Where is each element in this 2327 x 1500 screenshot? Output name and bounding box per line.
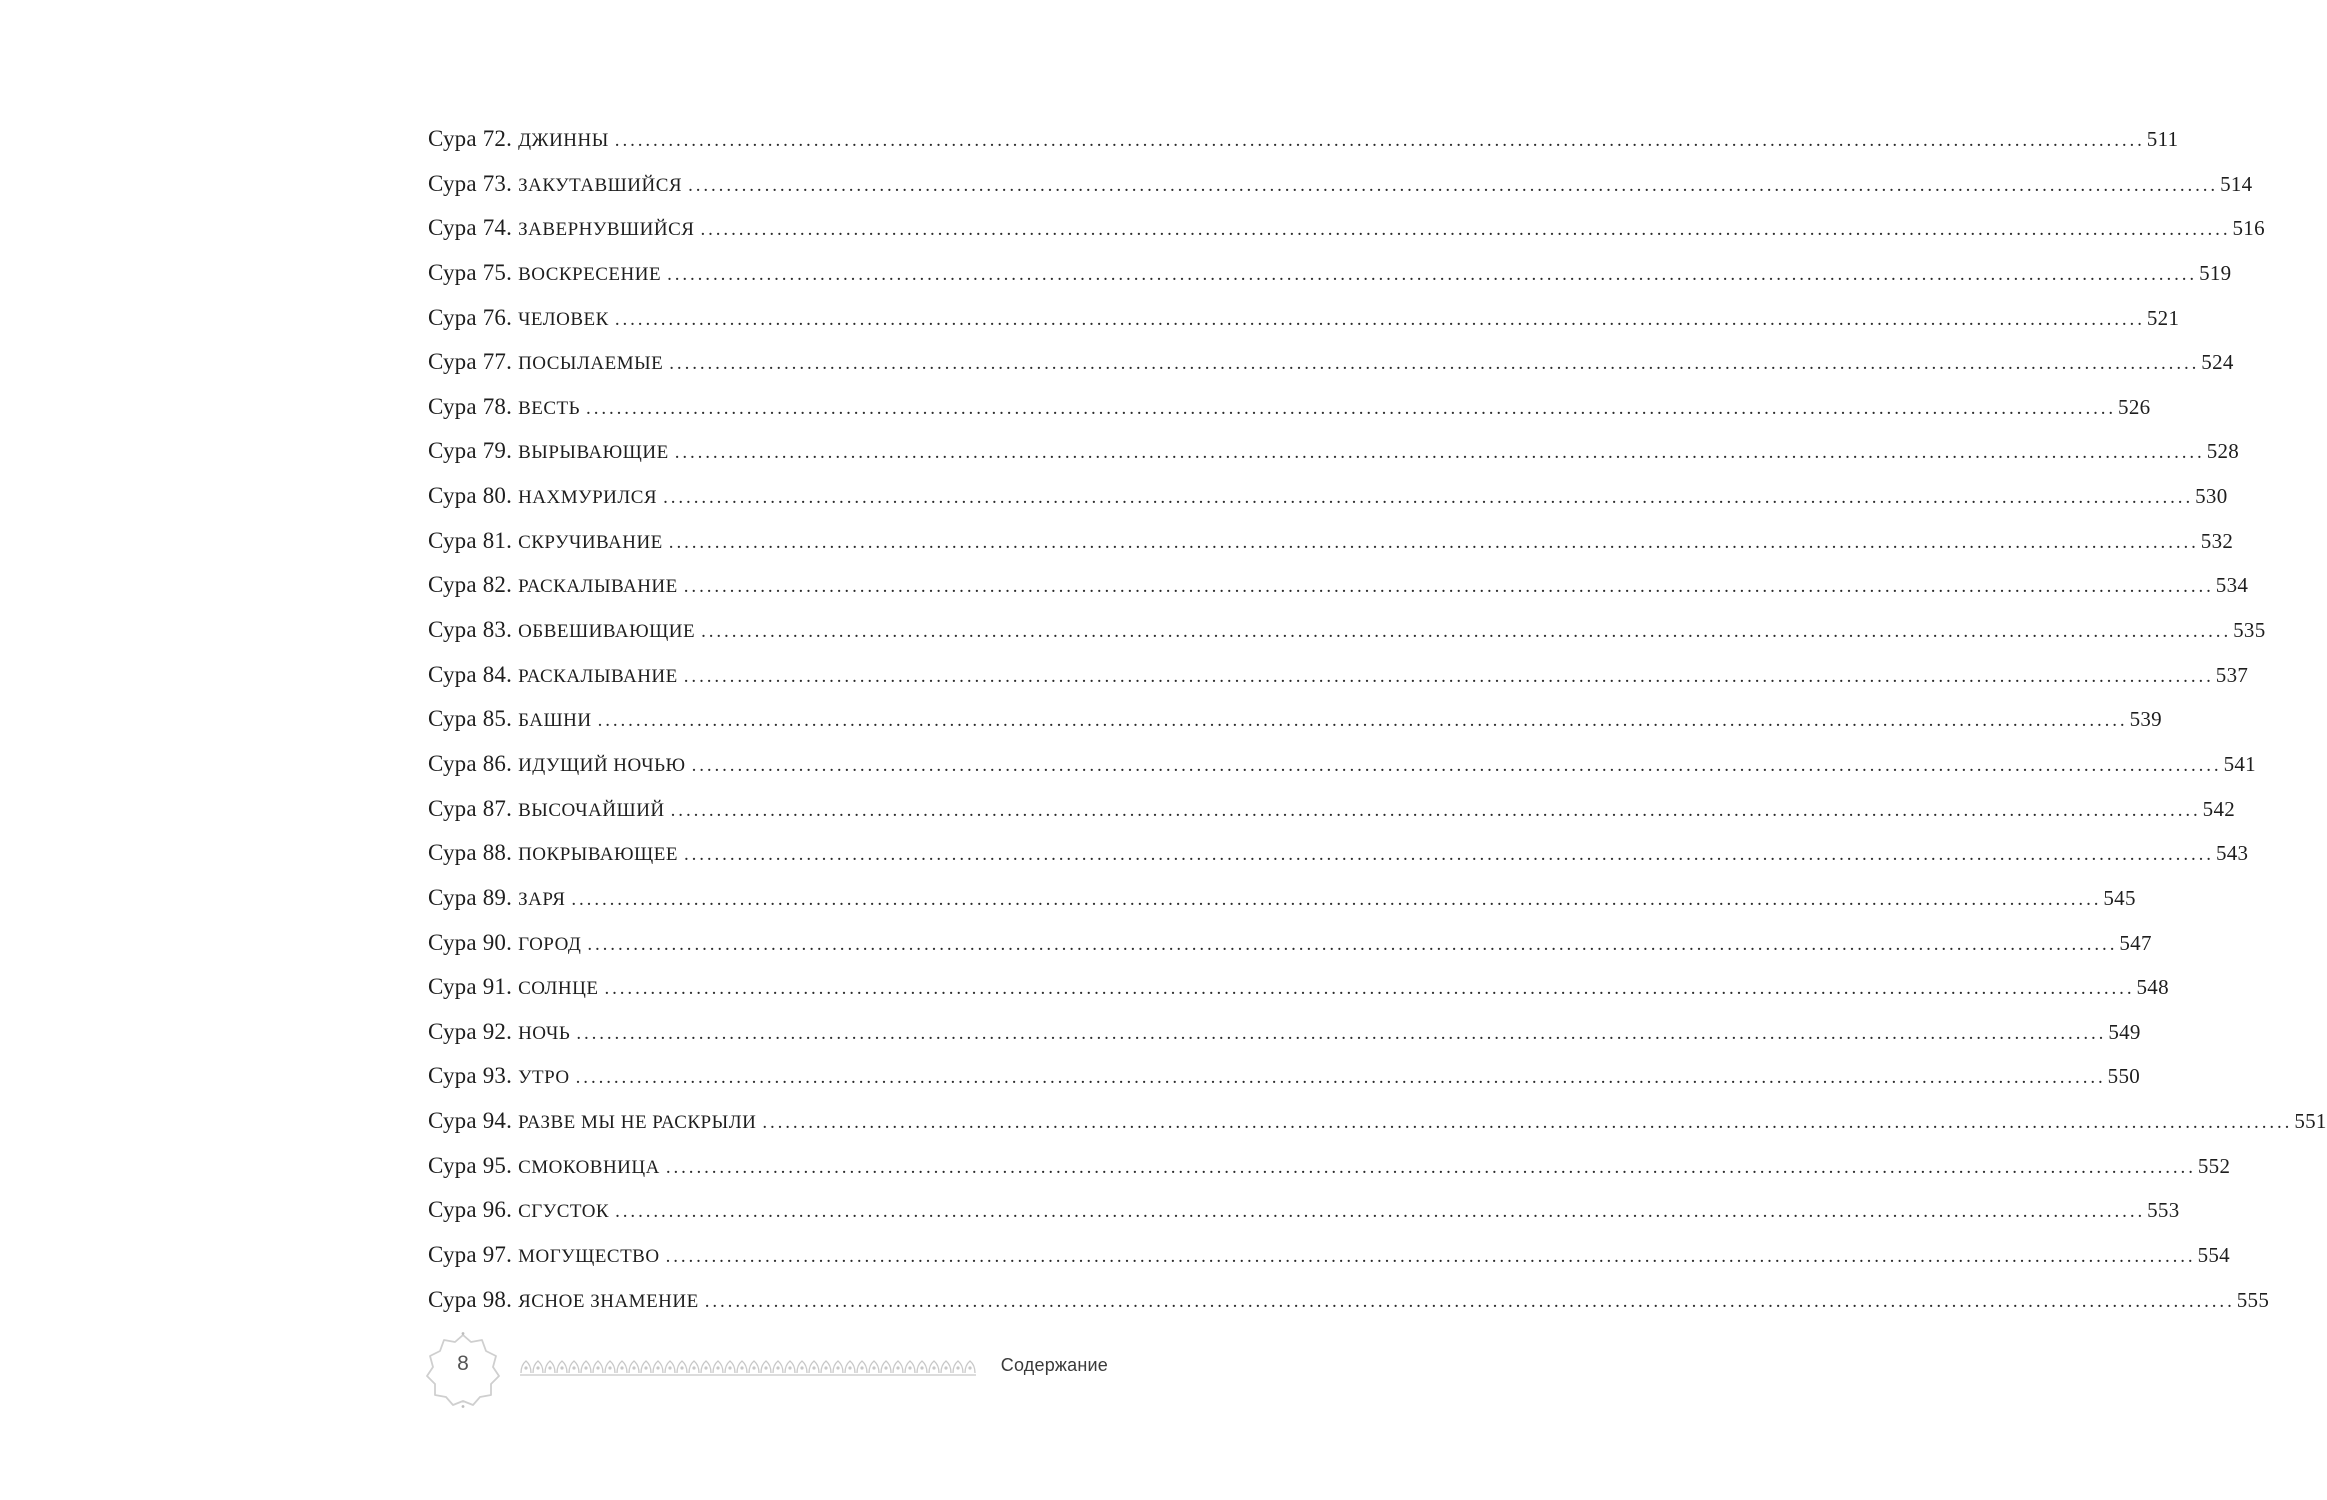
dot-leader: ........................................................................................................................................................................................................ [597, 710, 2128, 732]
toc-entry [428, 527, 2234, 573]
toc-entry-prefix: Сура 78. [428, 393, 513, 419]
toc-entry-prefix: Сура 72. [428, 126, 513, 151]
decorative-ornament-band [520, 1356, 976, 1378]
toc-entry-page: 552 [2197, 1153, 2231, 1178]
toc-entry [428, 974, 2169, 1019]
toc-entry-prefix: Сура 89. [428, 884, 513, 910]
toc-entry-prefix: Сура 74. [428, 215, 513, 241]
toc-entry [428, 750, 2256, 796]
dot-leader: ........................................................................................................................................................................................................ [614, 308, 2145, 330]
dot-leader: ........................................................................................................................................................................................................ [571, 888, 2102, 910]
toc-entry-prefix: Сура 83. [428, 617, 513, 643]
dot-leader: ........................................................................................................................................................................................................ [665, 1246, 2196, 1268]
toc-entry [428, 170, 2253, 216]
toc-entry-title: ЗАВЕРНУВШИЙСЯ [518, 219, 695, 241]
toc-entry [428, 1152, 2231, 1198]
toc-entry-prefix: Сура 73. [428, 170, 513, 196]
dot-leader: ........................................................................................................................................................................................................ [604, 978, 2135, 1000]
toc-entry [428, 884, 2136, 930]
dot-leader: ........................................................................................................................................................................................................ [576, 1022, 2107, 1044]
toc-entry-prefix: Сура 86. [428, 750, 513, 776]
toc-entry-page: 537 [2215, 662, 2249, 687]
dot-leader: ........................................................................................................................................................................................................ [669, 353, 2200, 375]
toc-entry-title: НАХМУРИЛСЯ [518, 487, 658, 509]
dot-leader: ........................................................................................................................................................................................................ [688, 174, 2219, 196]
toc-entry-prefix: Сура 97. [428, 1242, 513, 1268]
toc-entry-page: 543 [2215, 841, 2249, 866]
toc-entry [428, 483, 2228, 528]
toc-entry [428, 1018, 2141, 1064]
dot-leader: ........................................................................................................................................................................................................ [663, 487, 2194, 509]
toc-entry-page: 511 [2146, 127, 2179, 151]
toc-entry-page: 551 [2294, 1109, 2327, 1134]
toc-entry-title: ВЫСОЧАЙШИЙ [518, 799, 665, 821]
toc-entry-prefix: Сура 88. [428, 840, 513, 866]
toc-entry [428, 393, 2151, 439]
dot-leader: ........................................................................................................................................................................................................ [704, 1290, 2235, 1312]
toc-entry [428, 1197, 2180, 1242]
toc-entry-title: СКРУЧИВАНИЕ [518, 531, 663, 553]
toc-entry [428, 1286, 2270, 1332]
toc-entry-page: 542 [2202, 796, 2236, 821]
toc-entry-page: 519 [2199, 260, 2232, 285]
toc-entry [428, 929, 2152, 975]
toc-entry-title: СОЛНЦЕ [518, 978, 599, 1000]
toc-entry-title: ИДУЩИЙ НОЧЬЮ [518, 754, 686, 776]
toc-entry-prefix: Сура 81. [428, 527, 513, 553]
section-label: Содержание [1000, 1355, 1108, 1375]
toc-entry-prefix: Сура 94. [428, 1108, 513, 1134]
toc-entry-page: 545 [2103, 885, 2136, 910]
page-number: 8 [457, 1352, 469, 1375]
toc-entry-page: 554 [2197, 1243, 2230, 1268]
toc-entry-page: 541 [2223, 751, 2256, 776]
toc-entry [428, 349, 2234, 394]
toc-entry-title: ДЖИННЫ [518, 130, 609, 151]
toc-entry-page: 555 [2236, 1287, 2270, 1312]
dot-leader: ........................................................................................................................................................................................................ [670, 799, 2201, 821]
toc-entry-title: ПОСЫЛАЕМЫЕ [518, 353, 664, 375]
dot-leader: ........................................................................................................................................................................................................ [614, 130, 2145, 151]
toc-entry-page: 535 [2233, 618, 2266, 643]
toc-entry-title: НОЧЬ [518, 1022, 571, 1044]
toc-entry-title: РАСКАЛЫВАНИЕ [518, 576, 678, 598]
toc-entry-title: ВОСКРЕСЕНИЕ [518, 263, 662, 285]
toc-entry-page: 532 [2200, 528, 2234, 553]
toc-entry [428, 661, 2249, 707]
toc-entry-prefix: Сура 75. [428, 259, 513, 285]
toc-entry-title: СГУСТОК [518, 1201, 610, 1223]
toc-entry-prefix: Сура 93. [428, 1063, 513, 1089]
dot-leader: ........................................................................................................................................................................................................ [762, 1112, 2293, 1134]
toc-entry-title: СМОКОВНИЦА [518, 1156, 660, 1178]
toc-entry-title: РАСКАЛЫВАНИЕ [518, 665, 678, 687]
dot-leader: ........................................................................................................................................................................................................ [701, 621, 2232, 643]
toc-entry-page: 534 [2215, 573, 2249, 598]
toc-entry [428, 1242, 2230, 1287]
dot-leader: ........................................................................................................................................................................................................ [586, 397, 2117, 419]
toc-entry [428, 795, 2236, 841]
toc-entry-title: ВЕСТЬ [518, 397, 581, 419]
toc-entry-page: 528 [2206, 439, 2240, 464]
dot-leader: ........................................................................................................................................................................................................ [691, 754, 2222, 776]
toc-entry-prefix: Сура 92. [428, 1018, 513, 1044]
toc-entry-page: 526 [2118, 394, 2151, 419]
toc-entry [428, 840, 2249, 885]
toc-entry-prefix: Сура 96. [428, 1197, 513, 1223]
toc-entry [428, 126, 2179, 171]
toc-entry-page: 549 [2108, 1019, 2141, 1044]
toc-entry-page: 521 [2146, 305, 2180, 330]
toc-entry-prefix: Сура 76. [428, 304, 513, 330]
toc-entry-prefix: Сура 98. [428, 1286, 513, 1312]
toc-entry-title: ВЫРЫВАЮЩИЕ [518, 442, 669, 464]
dot-leader: ........................................................................................................................................................................................................ [615, 1201, 2146, 1223]
toc-entry-prefix: Сура 95. [428, 1152, 513, 1178]
toc-entry [428, 617, 2266, 662]
toc-entry [428, 304, 2180, 350]
toc-entry-title: ГОРОД [518, 933, 582, 955]
dot-leader: ........................................................................................................................................................................................................ [587, 933, 2118, 955]
toc-entry-title: ЯСНОЕ ЗНАМЕНИЕ [518, 1290, 699, 1312]
toc-entry-title: ЗАКУТАВШИЙСЯ [518, 174, 683, 196]
toc-entry [428, 215, 2265, 260]
toc-entry-title: ЧЕЛОВЕК [518, 308, 609, 330]
toc-entry-title: ОБВЕШИВАЮЩИЕ [518, 621, 696, 643]
toc-entry [428, 706, 2162, 751]
toc-entry-page: 550 [2107, 1064, 2141, 1089]
toc-entry-prefix: Сура 79. [428, 438, 513, 464]
toc-entry [428, 259, 2232, 305]
dot-leader: ........................................................................................................................................................................................................ [700, 219, 2231, 241]
table-of-contents [428, 126, 2327, 1331]
ornament-units [520, 1361, 976, 1375]
toc-entry-page: 516 [2232, 216, 2265, 241]
dot-leader: ........................................................................................................................................................................................................ [668, 531, 2199, 553]
toc-entry-page: 539 [2129, 707, 2162, 732]
toc-entry-title: МОГУЩЕСТВО [518, 1246, 660, 1268]
toc-entry-prefix: Сура 91. [428, 974, 513, 1000]
toc-entry-title: УТРО [518, 1067, 570, 1089]
dot-leader: ........................................................................................................................................................................................................ [667, 263, 2198, 285]
toc-entry [428, 438, 2240, 483]
toc-entry-prefix: Сура 85. [428, 706, 513, 732]
toc-entry-prefix: Сура 84. [428, 661, 513, 687]
toc-entry-page: 548 [2136, 975, 2169, 1000]
toc-entry-page: 547 [2119, 930, 2152, 955]
toc-entry-page: 524 [2201, 350, 2234, 375]
dot-leader: ........................................................................................................................................................................................................ [683, 576, 2214, 598]
toc-entry [428, 1063, 2141, 1108]
toc-entry-title: РАЗВЕ МЫ НЕ РАСКРЫЛИ [518, 1112, 757, 1134]
toc-entry [428, 572, 2249, 617]
dot-leader: ........................................................................................................................................................................................................ [674, 442, 2205, 464]
toc-entry-title: БАШНИ [518, 710, 592, 732]
toc-entry [428, 1108, 2327, 1153]
toc-entry-page: 514 [2220, 171, 2253, 196]
dot-leader: ........................................................................................................................................................................................................ [665, 1156, 2196, 1178]
toc-entry-page: 553 [2147, 1198, 2180, 1223]
dot-leader: ........................................................................................................................................................................................................ [683, 665, 2214, 687]
toc-entry-prefix: Сура 77. [428, 349, 513, 375]
dot-leader: ........................................................................................................................................................................................................ [575, 1067, 2106, 1089]
toc-entry-title: ЗАРЯ [518, 888, 566, 910]
toc-entry-prefix: Сура 80. [428, 483, 513, 509]
toc-entry-prefix: Сура 82. [428, 572, 513, 598]
dot-leader: ........................................................................................................................................................................................................ [683, 844, 2214, 866]
toc-entry-page: 530 [2195, 484, 2228, 509]
toc-entry-prefix: Сура 90. [428, 929, 513, 955]
toc-entry-title: ПОКРЫВАЮЩЕЕ [518, 844, 678, 866]
toc-entry-prefix: Сура 87. [428, 795, 513, 821]
